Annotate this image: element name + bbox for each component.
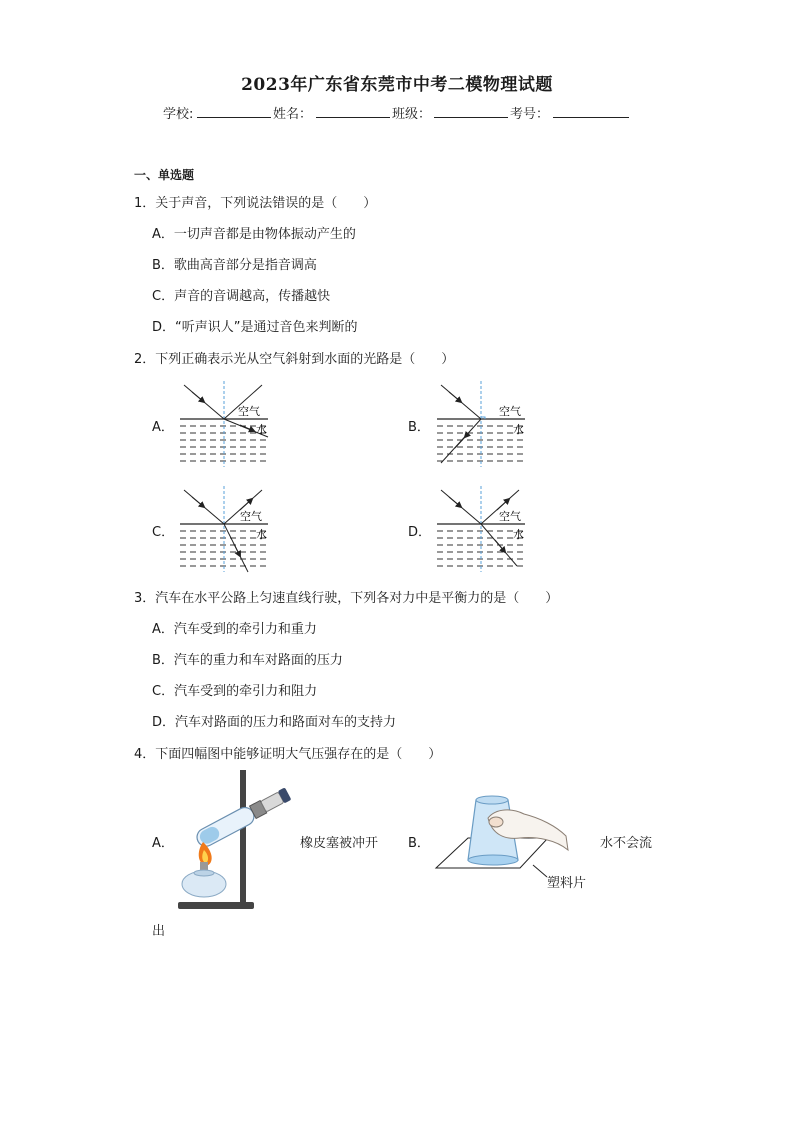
- question-3-option-b[interactable]: B．汽车的重力和车对路面的压力: [152, 653, 343, 668]
- section-heading: 一、单选题: [134, 168, 195, 182]
- class-label: 班级：: [392, 107, 432, 122]
- question-1-option-b[interactable]: B．歌曲高音部分是指音调高: [152, 258, 317, 273]
- question-1-stem: 1．关于声音，下列说法错误的是（ ）: [134, 196, 377, 211]
- question-2-option-c[interactable]: C．: [152, 525, 175, 540]
- water-label-a: 水: [256, 423, 267, 436]
- question-4-option-b[interactable]: B．: [408, 836, 430, 851]
- air-label-c: 空气: [240, 510, 262, 523]
- question-2-stem: 2．下列正确表示光从空气斜射到水面的光路是（ ）: [134, 352, 455, 367]
- question-2-option-a[interactable]: A．: [152, 420, 174, 435]
- plastic-label: 塑料片: [547, 876, 587, 891]
- school-label: 学校:: [163, 107, 194, 122]
- question-1-option-d[interactable]: D．“听声识人”是通过音色来判断的: [152, 320, 358, 335]
- question-3-stem: 3．汽车在水平公路上匀速直线行驶，下列各对力中是平衡力的是（ ）: [134, 591, 559, 606]
- caption-a: 橡皮塞被冲开: [300, 836, 379, 851]
- question-1-option-c[interactable]: C．声音的音调越高，传播越快: [152, 289, 331, 304]
- water-label-b: 水: [513, 423, 524, 436]
- page-title: 2023年广东省东莞市中考二模物理试题: [241, 75, 553, 95]
- question-4-stem: 4．下面四幅图中能够证明大气压强存在的是（ ）: [134, 747, 442, 762]
- question-2-option-b[interactable]: B．: [408, 420, 430, 435]
- air-label-a: 空气: [238, 405, 260, 418]
- question-3-option-d[interactable]: D．汽车对路面的压力和路面对车的支持力: [152, 715, 397, 730]
- question-2-option-d[interactable]: D．: [408, 525, 432, 540]
- caption-b: 水不会流: [600, 836, 653, 851]
- air-label-b: 空气: [499, 405, 521, 418]
- water-label-c: 水: [256, 528, 267, 541]
- question-3-option-c[interactable]: C．汽车受到的牵引力和阻力: [152, 684, 318, 699]
- question-3-option-a[interactable]: A．汽车受到的牵引力和重力: [152, 622, 317, 637]
- diagram-4b: [436, 796, 568, 877]
- question-1-option-a[interactable]: A．一切声音都是由物体振动产生的: [152, 227, 356, 242]
- caption-b-continued: 出: [152, 924, 166, 939]
- number-label: 考号：: [510, 107, 550, 122]
- water-label-d: 水: [513, 528, 524, 541]
- question-4-option-a[interactable]: A．: [152, 836, 174, 851]
- diagram-4a: [178, 770, 292, 909]
- air-label-d: 空气: [499, 510, 521, 523]
- name-label: 姓名：: [273, 107, 313, 122]
